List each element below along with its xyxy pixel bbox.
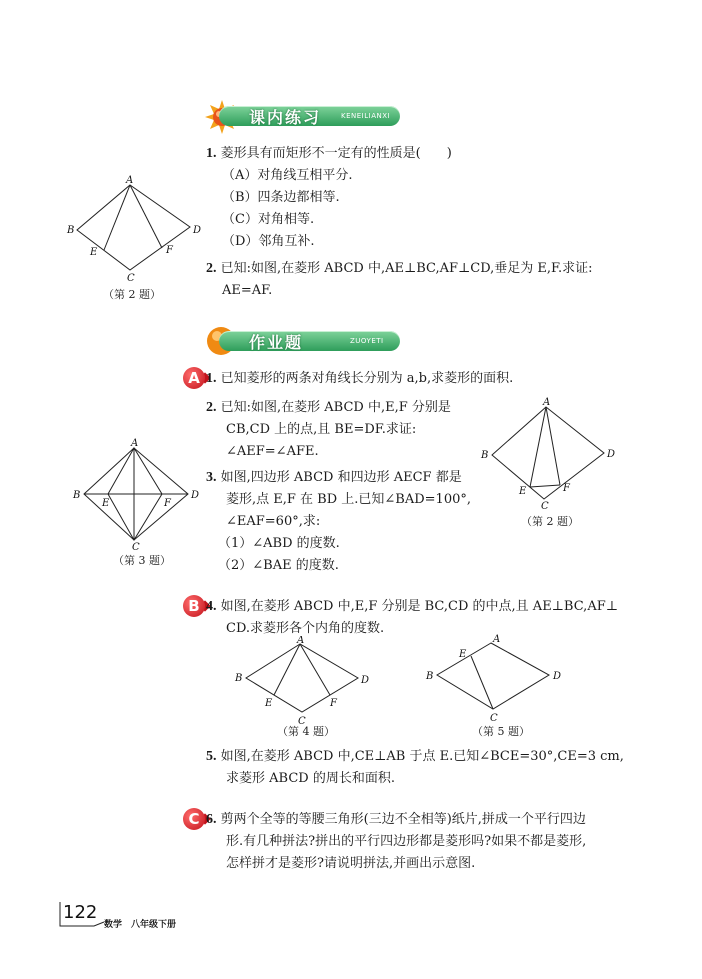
homework-3: 3. 如图,四边形 ABCD 和四边形 AECF 都是 <box>206 470 462 485</box>
homework-5-line2: 求菱形 ABCD 的周长和面积. <box>226 771 395 786</box>
homework-4-line2: CD.求菱形各个内角的度数. <box>226 621 385 636</box>
book-title: 数学 八年级下册 <box>104 920 177 930</box>
svg-text:F: F <box>164 498 171 509</box>
svg-text:A: A <box>131 438 139 449</box>
figure-rhombus-homework-5 <box>425 633 575 725</box>
section-subtitle: ZUOYETI <box>350 337 384 345</box>
label-E: E <box>90 247 98 258</box>
section-banner-practice <box>205 103 400 129</box>
question-text: 菱形具有而矩形不一定有的性质是( ) <box>220 146 452 161</box>
label-B: B <box>67 225 75 236</box>
figure-rhombus-practice-2 <box>62 175 212 285</box>
question-1: 1. 菱形具有而矩形不一定有的性质是( ) <box>206 146 452 161</box>
option-a: （A）对角线互相平分. <box>222 168 353 183</box>
homework-3-sub1: （1）∠ABD 的度数. <box>218 536 340 551</box>
homework-1: 1. 已知菱形的两条对角线长分别为 a,b,求菱形的面积. <box>206 371 514 386</box>
homework-3-line2: 菱形,点 E,F 在 BD 上.已知∠BAD=100°, <box>226 492 472 507</box>
option-c: （C）对角相等. <box>222 212 315 227</box>
figure-rhombus-homework-3 <box>72 438 212 550</box>
homework-2: 2. 已知:如图,在菱形 ABCD 中,E,F 分别是 <box>206 400 451 415</box>
page-number: 122 <box>63 902 98 923</box>
svg-text:D: D <box>191 490 200 501</box>
svg-text:C: C <box>132 542 140 550</box>
label-A: A <box>126 175 134 186</box>
level-b-badge: B <box>183 595 205 617</box>
homework-6-line2: 形.有几种拼法?拼出的平行四边形都是菱形吗?如果不都是菱形, <box>226 834 587 849</box>
svg-text:C: C <box>298 716 306 727</box>
svg-text:A: A <box>297 636 305 646</box>
figure-caption: （第 5 题） <box>472 725 530 738</box>
figure-rhombus-homework-2 <box>472 395 622 520</box>
question-2-line2: AE=AF. <box>222 283 273 298</box>
figure-caption: （第 2 题） <box>521 515 579 528</box>
label-D: D <box>193 225 202 236</box>
svg-text:B: B <box>73 490 81 501</box>
section-title: 课内练习 <box>249 108 322 127</box>
figure-caption: （第 3 题） <box>113 554 171 567</box>
svg-text:B: B <box>235 673 243 684</box>
homework-2-line3: ∠AEF=∠AFE. <box>226 444 319 459</box>
svg-text:E: E <box>459 649 467 660</box>
svg-text:B: B <box>426 671 434 682</box>
option-d: （D）邻角互补. <box>222 234 315 249</box>
svg-text:F: F <box>330 698 337 709</box>
option-b: （B）四条边都相等. <box>222 190 340 205</box>
svg-text:C: C <box>490 713 498 724</box>
svg-text:F: F <box>563 483 570 494</box>
question-2: 2. 已知:如图,在菱形 ABCD 中,AE⊥BC,AF⊥CD,垂足为 E,F.求证: <box>206 261 593 276</box>
level-c-badge: C <box>183 808 205 830</box>
homework-6-line3: 怎样拼才是菱形?请说明拼法,并画出示意图. <box>226 856 476 871</box>
svg-text:A: A <box>543 397 551 408</box>
level-a-badge: A <box>183 367 205 389</box>
label-C: C <box>127 273 135 284</box>
homework-6: 6. 剪两个全等的等腰三角形(三边不全相等)纸片,拼成一个平行四边 <box>206 812 586 827</box>
figure-rhombus-homework-4 <box>230 636 380 728</box>
svg-text:E: E <box>102 498 110 509</box>
homework-2-line2: CB,CD 上的点,且 BE=DF.求证: <box>226 422 417 437</box>
page-footer <box>58 900 258 930</box>
svg-text:C: C <box>541 501 549 512</box>
homework-4: 4. 如图,在菱形 ABCD 中,E,F 分别是 BC,CD 的中点,且 AE⊥BC,AF⊥ <box>206 599 618 614</box>
section-title: 作业题 <box>249 333 304 352</box>
svg-text:E: E <box>519 486 527 497</box>
svg-text:D: D <box>607 449 616 460</box>
homework-5: 5. 如图,在菱形 ABCD 中,CE⊥AB 于点 E.已知∠BCE=30°,CE=3 cm, <box>206 749 624 764</box>
figure-caption: （第 4 题） <box>277 725 335 738</box>
svg-text:B: B <box>481 450 489 461</box>
section-banner-homework <box>205 328 400 354</box>
section-subtitle: KENEILIANXI <box>341 112 391 120</box>
svg-text:A: A <box>493 634 501 645</box>
label-F: F <box>166 245 173 256</box>
svg-text:D: D <box>553 671 562 682</box>
homework-3-line3: ∠EAF=60°,求: <box>226 514 321 529</box>
svg-text:E: E <box>265 698 273 709</box>
svg-text:D: D <box>361 675 370 686</box>
homework-3-sub2: （2）∠BAE 的度数. <box>218 558 339 573</box>
figure-caption: （第 2 题） <box>103 288 161 301</box>
